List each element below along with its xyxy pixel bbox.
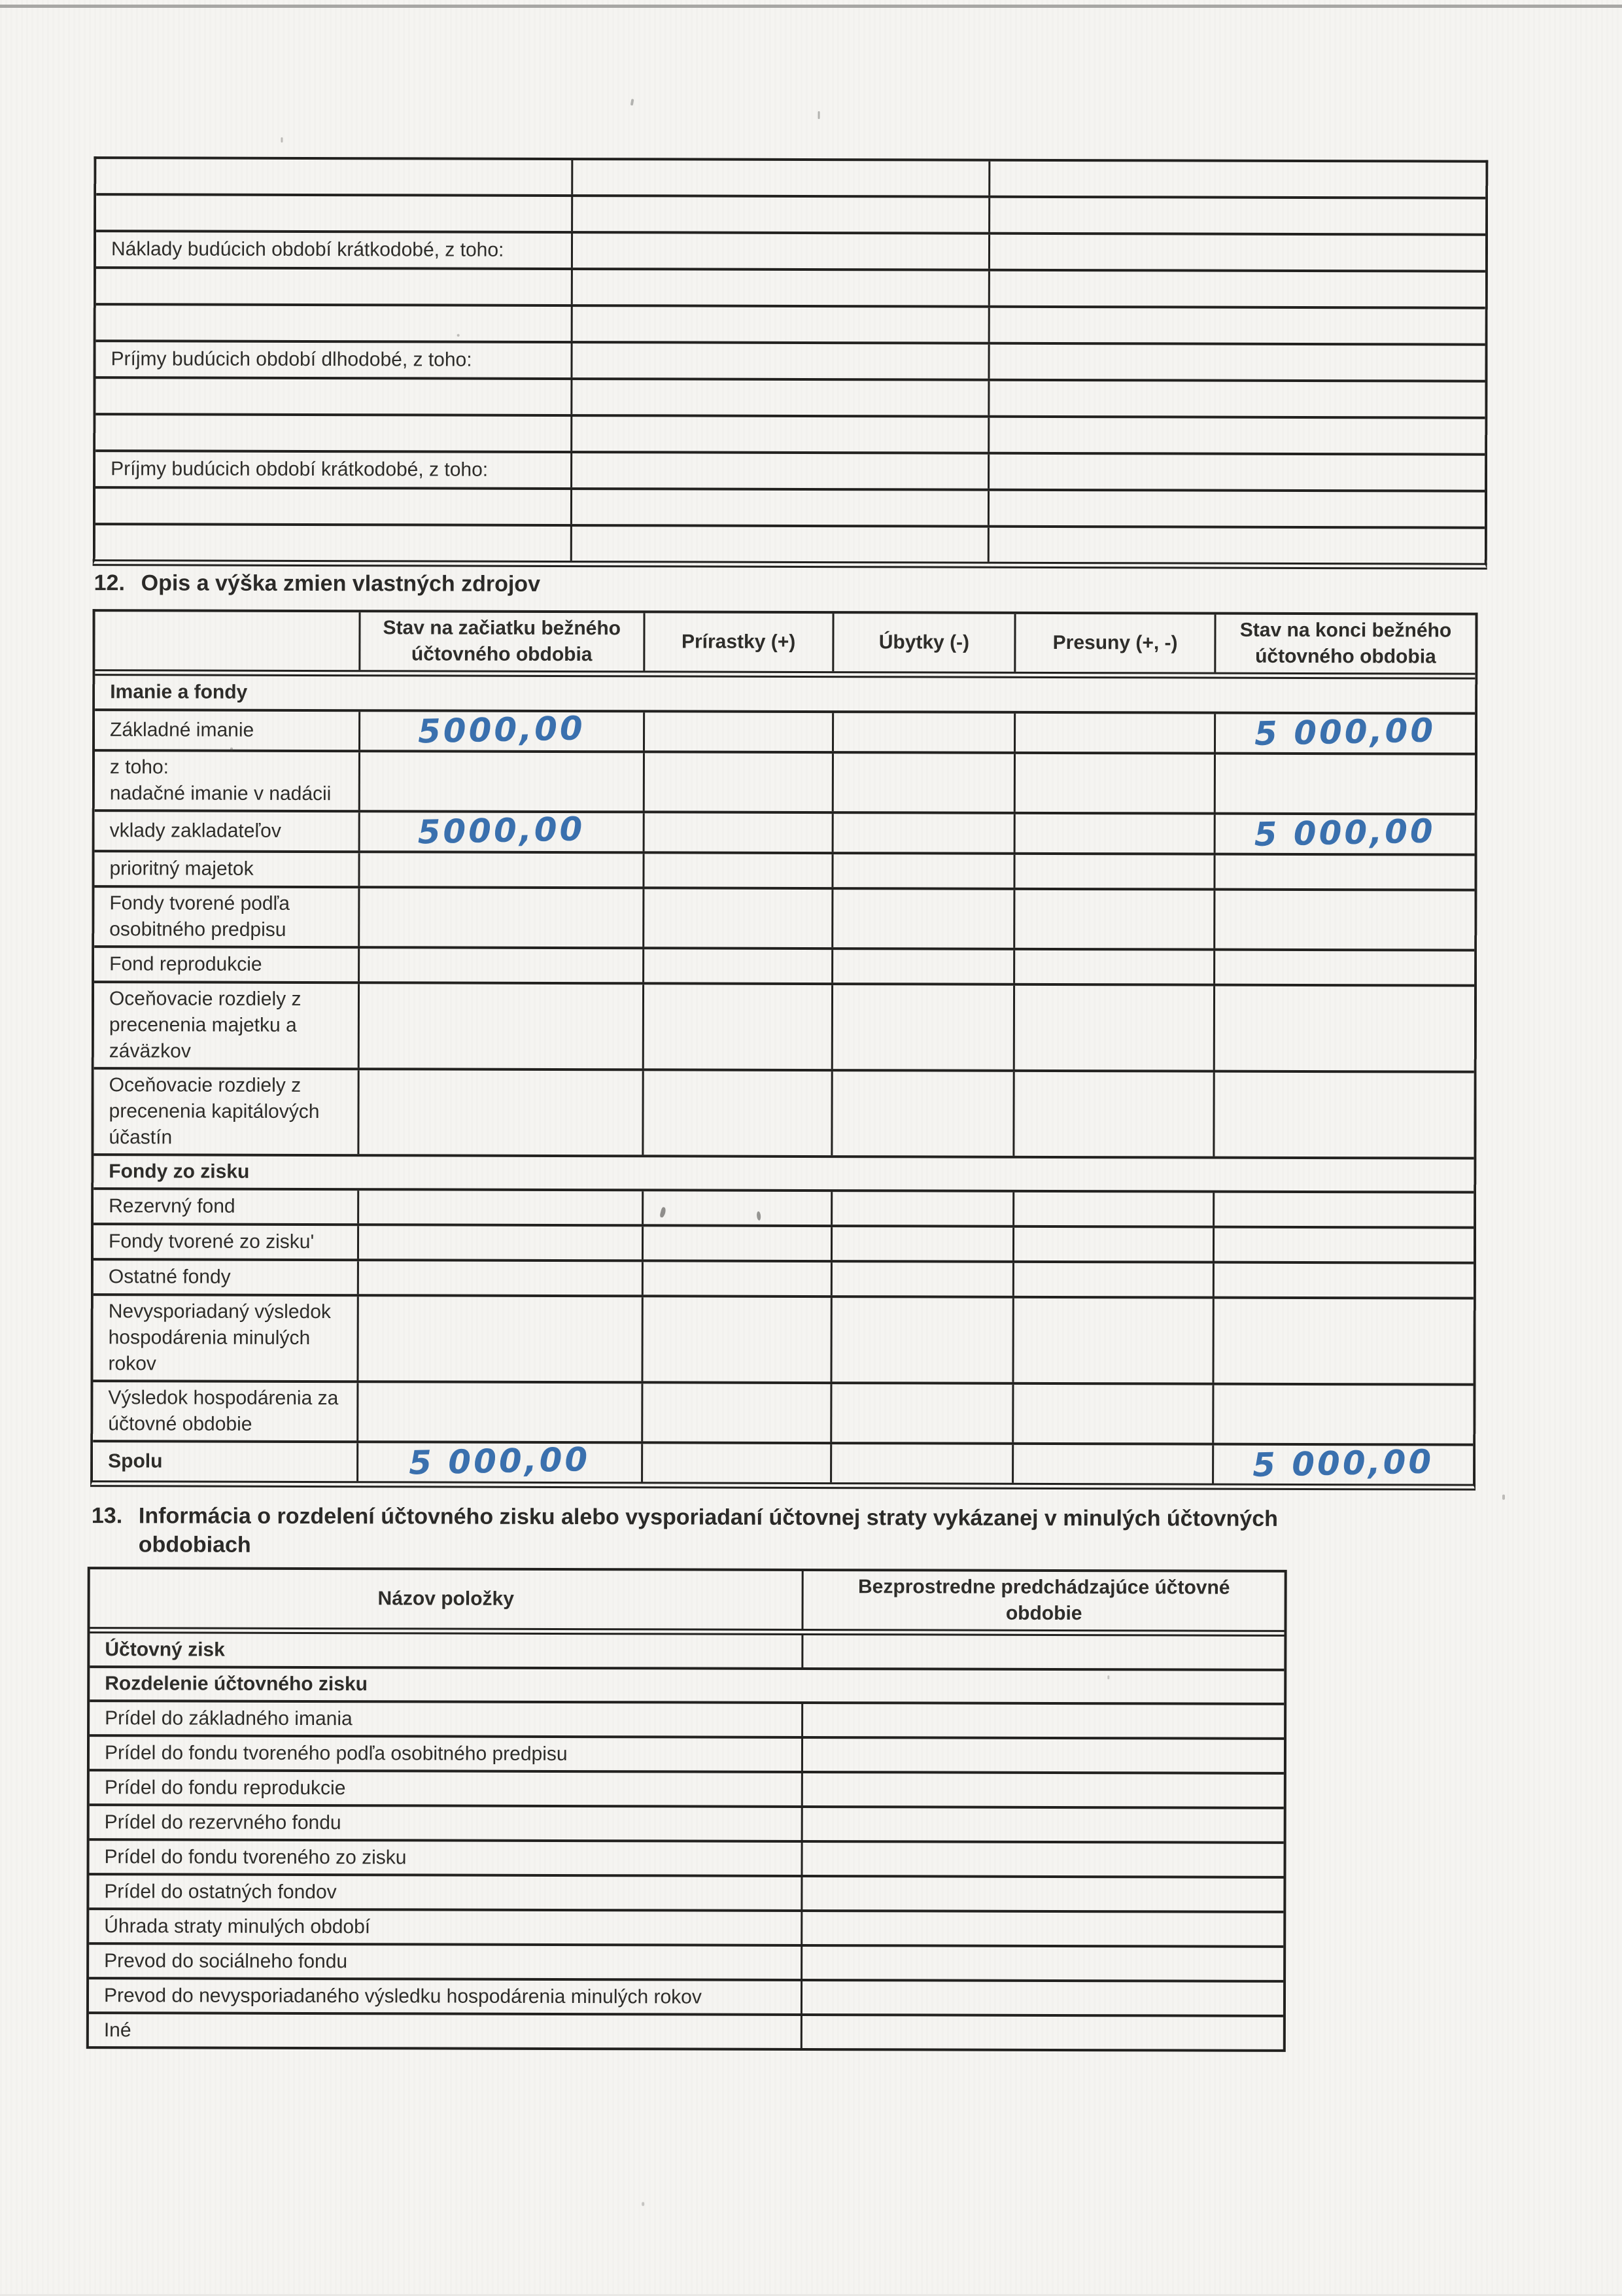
value-cell bbox=[1012, 1385, 1212, 1443]
value-cell bbox=[1012, 1263, 1213, 1296]
value-cell bbox=[1012, 1445, 1212, 1484]
value-cell bbox=[642, 813, 831, 852]
value-cell bbox=[1213, 1299, 1474, 1383]
value-cell bbox=[831, 1071, 1013, 1156]
handwritten-amount: 5 000,00 bbox=[408, 1440, 591, 1482]
group-label: Imanie a fondy bbox=[110, 681, 248, 703]
empty-row bbox=[95, 486, 1485, 527]
row-label bbox=[90, 1806, 801, 1840]
row-pridel-zo-zisku bbox=[90, 1838, 1284, 1876]
row-label bbox=[95, 711, 358, 750]
table-cell bbox=[988, 162, 1486, 197]
value-cell bbox=[831, 814, 1014, 852]
table-cell bbox=[95, 379, 571, 414]
table-cell bbox=[988, 308, 1485, 343]
value-cell bbox=[831, 890, 1014, 948]
value-cell bbox=[641, 1297, 830, 1382]
value-cell bbox=[642, 1191, 831, 1225]
value-cell bbox=[357, 1226, 642, 1259]
header-cell-start-balance: Stav na začiatku bežného účtovného obdobia bbox=[358, 612, 643, 670]
row-label-text: Príjmy budúcich období krátkodobé, z toho: bbox=[111, 458, 489, 481]
table-cell bbox=[571, 234, 988, 269]
row-prevod-nevysporiadany bbox=[89, 1977, 1283, 2015]
row-label bbox=[94, 888, 358, 946]
row-fondy-tvorene-zo-zisku bbox=[94, 1223, 1474, 1262]
row-pridel-rezervny bbox=[90, 1803, 1284, 1841]
table-cell bbox=[570, 490, 987, 525]
value-cell bbox=[1013, 1072, 1213, 1157]
row-label bbox=[89, 1945, 801, 1979]
row-label bbox=[90, 1737, 801, 1771]
value-cell bbox=[1013, 986, 1213, 1070]
value-cell bbox=[801, 1947, 1283, 1980]
row-label bbox=[93, 1296, 356, 1380]
value-cell bbox=[1213, 1264, 1474, 1297]
row-label bbox=[95, 342, 571, 377]
row-ocenovacie-rozdiely-majetku bbox=[94, 981, 1474, 1071]
row-ine bbox=[89, 2011, 1283, 2049]
table-cell bbox=[988, 271, 1485, 307]
row-label bbox=[93, 1442, 356, 1481]
table-cell bbox=[571, 270, 988, 305]
table-cell bbox=[987, 528, 1485, 563]
row-label-text: Fond reprodukcie bbox=[109, 953, 262, 975]
table-cell bbox=[988, 198, 1486, 234]
table-cell bbox=[95, 525, 571, 561]
row-nevysporiadany-vysledok bbox=[93, 1293, 1473, 1383]
table-cell bbox=[95, 415, 571, 451]
row-label-text: Prídel do rezervného fondu bbox=[104, 1811, 341, 1834]
equity-changes-table bbox=[90, 609, 1478, 1491]
table-cell bbox=[988, 235, 1486, 270]
value-cell bbox=[831, 985, 1013, 1070]
table-cell bbox=[571, 343, 988, 379]
value-cell bbox=[642, 949, 831, 983]
row-label-text: Základné imanie bbox=[110, 719, 254, 741]
value-cell-start bbox=[358, 709, 643, 751]
table-cell bbox=[572, 160, 988, 196]
value-cell bbox=[1213, 986, 1474, 1071]
row-label-text: Prídel do ostatných fondov bbox=[104, 1880, 337, 1903]
empty-row bbox=[95, 376, 1485, 417]
section-13-heading bbox=[92, 1501, 1530, 1563]
value-cell bbox=[641, 1383, 830, 1442]
row-pridel-ostatne-fondy bbox=[89, 1873, 1283, 1911]
group-row-rozdelenie-zisku bbox=[90, 1665, 1284, 1703]
row-label-text: Prevod do nevysporiadaného výsledku hospodárenia minulých rokov bbox=[103, 1984, 702, 2008]
row-prijmy-dlhodobe bbox=[95, 339, 1485, 380]
value-cell bbox=[801, 1981, 1283, 2015]
row-label bbox=[95, 452, 571, 487]
value-cell bbox=[642, 854, 831, 887]
table-header-row bbox=[95, 612, 1475, 680]
row-label-text: Prídel do fondu reprodukcie bbox=[104, 1776, 346, 1799]
value-cell bbox=[356, 1296, 641, 1381]
row-label-text: Náklady budúcich období krátkodobé, z toho: bbox=[111, 238, 504, 261]
table-cell bbox=[987, 491, 1485, 527]
value-cell bbox=[357, 1070, 642, 1155]
value-cell bbox=[1014, 754, 1214, 812]
row-label-text: Ostatné fondy bbox=[108, 1266, 231, 1288]
row-pridel-zakladne-imanie bbox=[90, 1699, 1284, 1737]
table-cell bbox=[96, 159, 572, 194]
value-cell bbox=[801, 2016, 1283, 2049]
section-12-number: 12. bbox=[94, 570, 125, 596]
row-ostatne-fondy bbox=[94, 1258, 1474, 1297]
empty-row bbox=[96, 303, 1485, 343]
value-cell bbox=[1213, 1193, 1474, 1226]
value-cell bbox=[641, 1444, 830, 1482]
value-cell bbox=[1012, 1298, 1213, 1383]
row-label bbox=[96, 232, 572, 268]
continuation-table bbox=[93, 156, 1489, 570]
value-cell bbox=[801, 1843, 1284, 1876]
row-label bbox=[94, 1190, 357, 1223]
table-header-row bbox=[90, 1569, 1284, 1637]
table-cell bbox=[570, 527, 987, 562]
ink-speck bbox=[281, 137, 283, 143]
value-cell bbox=[801, 1739, 1284, 1772]
row-label-text: Prídel do fondu tvoreného podľa osobitného predpisu bbox=[104, 1741, 568, 1765]
row-z-toho-nadacne-imanie bbox=[95, 749, 1475, 813]
value-cell bbox=[831, 950, 1014, 983]
row-label bbox=[89, 1875, 801, 1909]
empty-row bbox=[96, 193, 1485, 234]
value-cell bbox=[642, 1071, 831, 1155]
value-cell bbox=[642, 889, 831, 947]
value-cell bbox=[830, 1444, 1012, 1483]
value-cell bbox=[1214, 856, 1475, 889]
header-cell-end-balance: Stav na konci bežného účtovného obdobia bbox=[1214, 615, 1475, 673]
value-cell bbox=[830, 1384, 1012, 1442]
table-cell bbox=[95, 489, 571, 524]
table-cell bbox=[570, 453, 987, 489]
ink-speck bbox=[457, 334, 460, 337]
row-label bbox=[93, 1382, 356, 1440]
empty-row bbox=[96, 159, 1485, 197]
header-cell-transfers: Presuny (+, -) bbox=[1014, 614, 1215, 672]
table-cell bbox=[988, 381, 1485, 417]
row-label bbox=[94, 983, 358, 1068]
table-cell bbox=[988, 345, 1485, 380]
row-pridel-reprodukcie bbox=[90, 1769, 1284, 1807]
row-label-text: Účtovný zisk bbox=[105, 1638, 225, 1661]
value-cell bbox=[801, 1808, 1284, 1841]
table-cell bbox=[571, 417, 988, 452]
profit-distribution-table bbox=[86, 1567, 1287, 2052]
table-cell bbox=[96, 196, 572, 231]
value-cell bbox=[801, 1773, 1284, 1807]
row-ocenovacie-rozdiely-kapitalovych bbox=[94, 1067, 1474, 1157]
row-label bbox=[90, 1633, 801, 1667]
ink-speck bbox=[1502, 1495, 1505, 1500]
row-label bbox=[90, 1771, 801, 1805]
value-cell-start bbox=[356, 1440, 641, 1482]
value-cell bbox=[1014, 855, 1214, 888]
value-cell bbox=[642, 753, 831, 811]
row-fond-reprodukcie bbox=[94, 945, 1474, 984]
row-label-text: Spolu bbox=[108, 1450, 163, 1472]
value-cell bbox=[358, 888, 642, 947]
row-pridel-osobitny-predpis bbox=[90, 1734, 1284, 1772]
row-label-text: Nevysporiadaný výsledok hospodárenia minulých rokov bbox=[108, 1300, 331, 1375]
value-cell-end bbox=[1214, 812, 1475, 854]
handwritten-amount: 5 000,00 bbox=[1254, 711, 1437, 753]
value-cell bbox=[831, 1227, 1013, 1261]
handwritten-amount: 5 000,00 bbox=[1254, 812, 1436, 854]
value-cell bbox=[642, 1226, 831, 1260]
row-label-text: Prídel do základného imania bbox=[105, 1707, 353, 1730]
table-cell bbox=[571, 197, 988, 232]
header-cell-increases: Prírastky (+) bbox=[643, 613, 832, 671]
section-12-heading bbox=[94, 568, 540, 599]
row-vklady-zakladatelov bbox=[95, 809, 1475, 854]
row-spolu bbox=[93, 1440, 1473, 1484]
value-cell bbox=[1214, 755, 1475, 813]
ink-speck bbox=[1107, 1675, 1109, 1679]
row-label bbox=[90, 1702, 801, 1736]
value-cell bbox=[358, 948, 642, 982]
value-cell bbox=[1012, 1228, 1213, 1261]
row-label bbox=[94, 852, 358, 886]
table-cell bbox=[988, 455, 1485, 490]
value-cell bbox=[1212, 1385, 1473, 1444]
empty-row bbox=[95, 523, 1485, 563]
table-cell bbox=[571, 307, 988, 342]
group-label: Rozdelenie účtovného zisku bbox=[105, 1673, 368, 1696]
value-cell bbox=[1012, 1192, 1213, 1226]
value-cell-end bbox=[1212, 1442, 1473, 1484]
section-12-title: Opis a výška zmien vlastných zdrojov bbox=[141, 570, 541, 597]
header-cell-item-name: Názov položky bbox=[377, 1588, 514, 1610]
table-cell bbox=[96, 305, 572, 341]
row-label-text: Prevod do sociálneho fondu bbox=[104, 1949, 348, 1972]
row-label-text: Iné bbox=[103, 2019, 131, 2041]
value-cell bbox=[1213, 891, 1474, 949]
row-label bbox=[90, 1841, 801, 1875]
row-label-text: Oceňovacie rozdiely z precenenia kapitálových účastín bbox=[109, 1074, 320, 1149]
empty-row bbox=[96, 266, 1485, 307]
value-cell bbox=[358, 853, 642, 886]
section-13-title: Informácia o rozdelení účtovného zisku alebo vysporiadaní účtovnej straty vykázanej v minulých účtovných obdobiach bbox=[138, 1503, 1279, 1557]
row-label-text: Oceňovacie rozdiely z precenenia majetku a záväzkov bbox=[109, 988, 302, 1062]
row-label bbox=[94, 1070, 357, 1154]
row-prioritny-majetok bbox=[94, 850, 1474, 889]
table-cell bbox=[571, 380, 988, 415]
ink-speck bbox=[818, 111, 820, 119]
value-cell-end bbox=[1214, 711, 1475, 753]
value-cell bbox=[642, 984, 831, 1069]
value-cell bbox=[831, 754, 1014, 812]
value-cell bbox=[830, 1298, 1012, 1382]
row-label bbox=[95, 812, 358, 850]
row-label-text: Úhrada straty minulých období bbox=[104, 1915, 371, 1938]
row-label-text: vklady zakladateľov bbox=[109, 820, 281, 842]
row-prevod-socialny-fond bbox=[89, 1942, 1283, 1980]
group-row-fondy-zo-zisku bbox=[94, 1153, 1474, 1191]
row-label-text: Prídel do fondu tvoreného zo zisku bbox=[104, 1845, 407, 1868]
row-label-text: Fondy tvorené podľa osobitného predpisu bbox=[109, 892, 290, 941]
group-row-imanie-a-fondy bbox=[95, 676, 1475, 712]
ink-speck bbox=[630, 99, 634, 106]
row-label-text: Rezervný fond bbox=[109, 1195, 235, 1217]
value-cell bbox=[358, 984, 642, 1068]
empty-row bbox=[95, 413, 1485, 453]
header-cell-previous-period: Bezprostredne predchádzajúce účtovné obdobie bbox=[802, 1571, 1285, 1630]
row-uctovny-zisk bbox=[90, 1633, 1284, 1669]
header-cell-decreases: Úbytky (-) bbox=[832, 614, 1014, 672]
row-fondy-tvorene-podla-predpisu bbox=[94, 885, 1474, 949]
value-cell bbox=[1013, 950, 1213, 984]
value-cell bbox=[357, 1261, 642, 1295]
row-vysledok-hospodarenia bbox=[93, 1380, 1473, 1444]
ink-speck bbox=[642, 2202, 644, 2206]
row-label bbox=[94, 1225, 357, 1259]
value-cell bbox=[643, 712, 832, 751]
value-cell bbox=[831, 854, 1014, 888]
header-cell-empty bbox=[95, 612, 358, 670]
row-label bbox=[94, 948, 358, 981]
value-cell bbox=[831, 1262, 1013, 1296]
row-label-text: Fondy tvorené zo zisku' bbox=[108, 1230, 315, 1253]
value-cell bbox=[802, 1635, 1285, 1669]
table-cell bbox=[96, 269, 572, 304]
row-naklady-kratkodobe bbox=[96, 230, 1485, 270]
handwritten-amount: 5 000,00 bbox=[1252, 1442, 1435, 1484]
value-cell bbox=[801, 1704, 1284, 1737]
row-label bbox=[89, 1910, 801, 1944]
row-label bbox=[94, 1261, 357, 1294]
value-cell bbox=[801, 1912, 1284, 1945]
row-label bbox=[95, 752, 358, 810]
value-cell bbox=[357, 1191, 642, 1224]
value-cell bbox=[356, 1383, 641, 1441]
value-cell bbox=[831, 1192, 1013, 1225]
value-cell bbox=[1213, 1228, 1474, 1262]
value-cell bbox=[832, 713, 1014, 752]
value-cell bbox=[1013, 890, 1213, 948]
table-cell bbox=[988, 418, 1485, 453]
handwritten-amount: 5000,00 bbox=[417, 810, 585, 852]
row-label-text: prioritný majetok bbox=[109, 858, 254, 880]
row-label-text: z toho: nadačné imanie v nadácii bbox=[109, 756, 332, 805]
row-prijmy-kratkodobe bbox=[95, 449, 1485, 490]
value-cell bbox=[801, 1877, 1284, 1911]
ink-speck bbox=[230, 748, 233, 752]
row-rezervny-fond bbox=[94, 1187, 1474, 1226]
row-label bbox=[89, 2014, 801, 2048]
value-cell bbox=[1213, 951, 1474, 984]
row-label bbox=[89, 1979, 801, 2013]
row-zakladne-imanie bbox=[95, 708, 1475, 753]
value-cell bbox=[1014, 814, 1214, 853]
value-cell bbox=[1014, 714, 1214, 752]
row-uhrada-straty bbox=[89, 1907, 1283, 1945]
value-cell bbox=[641, 1262, 830, 1295]
group-label: Fondy zo zisku bbox=[109, 1160, 250, 1183]
row-label-text: Výsledok hospodárenia za účtovné obdobie bbox=[108, 1387, 339, 1435]
value-cell bbox=[358, 752, 643, 810]
row-label-text: Príjmy budúcich období dlhodobé, z toho: bbox=[111, 348, 472, 371]
value-cell-start bbox=[358, 812, 643, 851]
section-13-number: 13. bbox=[91, 1503, 123, 1529]
handwritten-amount: 5000,00 bbox=[417, 709, 586, 751]
value-cell bbox=[1213, 1073, 1474, 1157]
